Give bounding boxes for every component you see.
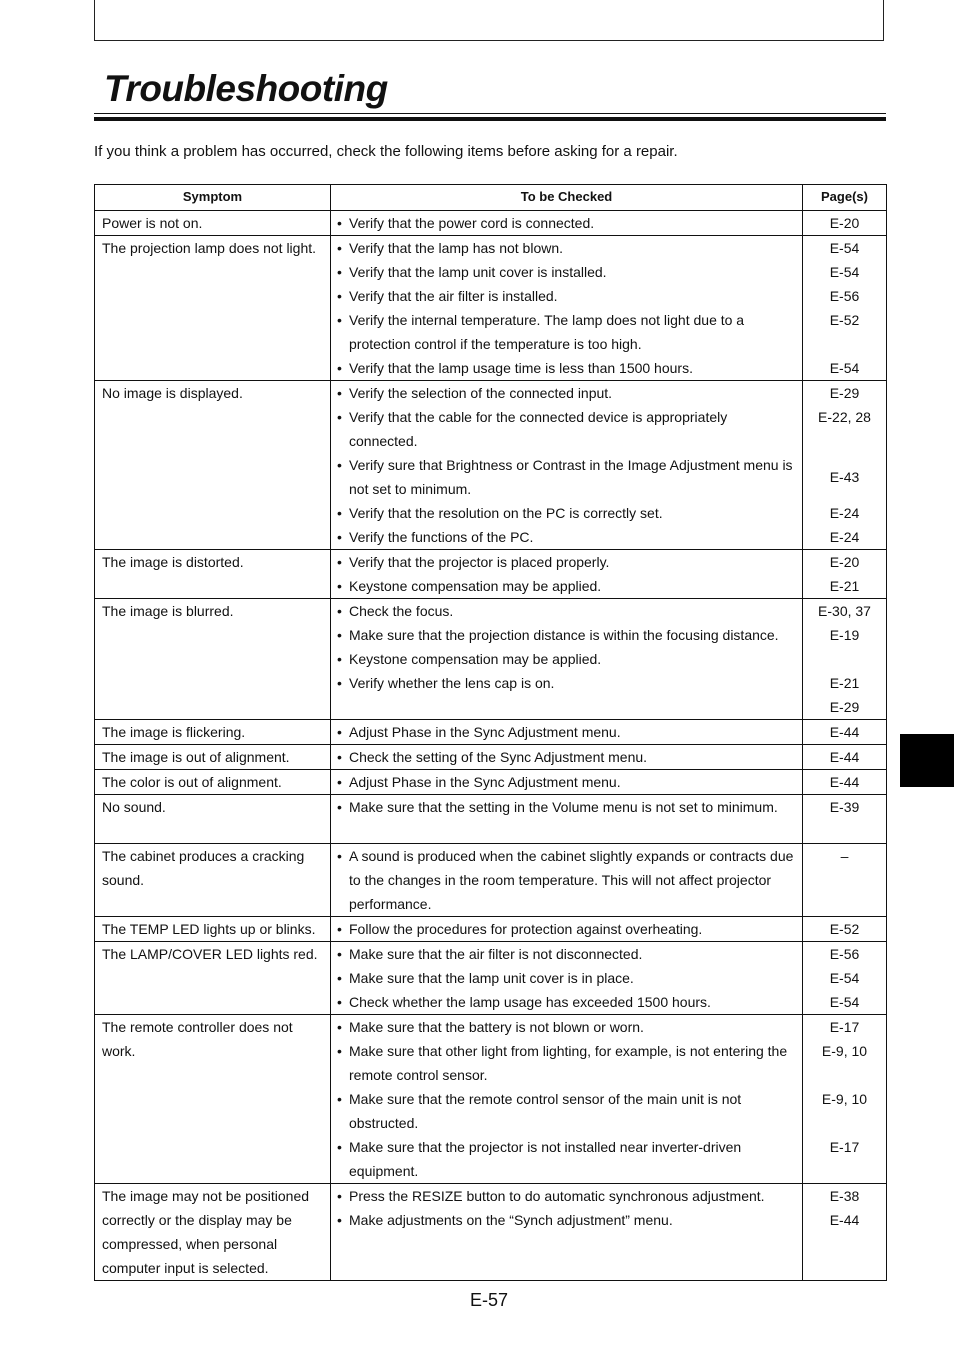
check-item <box>337 308 798 356</box>
check-item <box>337 211 798 235</box>
pages-cell <box>803 550 887 599</box>
table-row <box>95 770 887 795</box>
check-text: Make sure that the projector is not installed near inverter-driven equipment. <box>349 1139 742 1179</box>
check-item <box>337 525 798 549</box>
pages-cell <box>803 1184 887 1281</box>
check-text: Follow the procedures for protection against overheating. <box>349 921 703 937</box>
page-ref: E-56 <box>829 288 860 304</box>
page-ref: E-30, 37 <box>818 603 871 619</box>
bullet-icon: • <box>337 385 342 401</box>
bullet-icon: • <box>337 360 342 376</box>
page-ref: E-29 <box>829 699 860 715</box>
check-item <box>337 671 798 695</box>
bullet-icon: • <box>337 505 342 521</box>
page-title: Troubleshooting <box>104 68 388 109</box>
check-text: Make sure that the battery is not blown or worn. <box>349 1019 644 1035</box>
pages-cell <box>803 917 887 942</box>
symptom-cell: The image is blurred. <box>95 599 331 720</box>
checks-cell <box>331 1184 803 1281</box>
page-ref: E-54 <box>829 264 860 280</box>
table-row <box>95 795 887 844</box>
bullet-icon: • <box>337 627 342 643</box>
table-row <box>95 844 887 917</box>
page-ref: E-19 <box>829 627 860 643</box>
table-row <box>95 942 887 1015</box>
page-ref: E-39 <box>829 799 860 815</box>
page-number: E-57 <box>470 1290 509 1310</box>
check-item <box>337 550 798 574</box>
checks-cell <box>331 211 803 236</box>
page-ref: E-44 <box>829 1212 860 1228</box>
table-row <box>95 1015 887 1184</box>
check-text: Check the setting of the Sync Adjustment menu. <box>349 749 648 765</box>
table-row <box>95 745 887 770</box>
bullet-icon: • <box>337 749 342 765</box>
header-symptom: Symptom <box>95 185 331 211</box>
page-ref: E-44 <box>829 749 860 765</box>
check-item <box>337 284 798 308</box>
check-text: Make sure that the projection distance is within the focusing distance. <box>349 627 779 643</box>
bullet-icon: • <box>337 774 342 790</box>
check-text: Make sure that the lamp unit cover is in place. <box>349 970 634 986</box>
troubleshooting-table <box>94 184 887 1281</box>
checks-cell <box>331 550 803 599</box>
page-ref: E-24 <box>829 529 860 545</box>
check-item <box>337 1208 798 1232</box>
bullet-icon: • <box>337 240 342 256</box>
page-ref: E-52 <box>829 312 860 328</box>
page-ref: E-54 <box>829 240 860 256</box>
check-item <box>337 942 798 966</box>
check-text: Make sure that the air filter is not disconnected. <box>349 946 643 962</box>
bullet-icon: • <box>337 554 342 570</box>
page-ref: E-9, 10 <box>821 1043 868 1059</box>
intro-text: If you think a problem has occurred, check the following items before asking for a repair. <box>94 143 678 160</box>
check-item <box>337 236 798 260</box>
page-ref: E-24 <box>829 505 860 521</box>
checks-cell <box>331 1015 803 1184</box>
check-item <box>337 1087 798 1135</box>
pages-cell <box>803 844 887 917</box>
pages-cell <box>803 1015 887 1184</box>
check-item <box>337 844 798 916</box>
symptom-cell: The remote controller does not work. <box>95 1015 331 1184</box>
check-text: Verify the functions of the PC. <box>349 529 534 545</box>
check-item <box>337 745 798 769</box>
bullet-icon: • <box>337 409 342 425</box>
page-ref: E-21 <box>829 578 860 594</box>
pages-cell <box>803 236 887 381</box>
header-pages: Page(s) <box>803 185 887 211</box>
page-ref: E-43 <box>829 469 860 485</box>
symptom-cell: The image is flickering. <box>95 720 331 745</box>
check-text: Verify that the power cord is connected. <box>349 215 595 231</box>
symptom-cell: Power is not on. <box>95 211 331 236</box>
check-item <box>337 720 798 744</box>
bullet-icon: • <box>337 994 342 1010</box>
page-ref: E-20 <box>829 554 860 570</box>
bullet-icon: • <box>337 578 342 594</box>
check-item <box>337 1039 798 1087</box>
header-frame <box>94 0 884 41</box>
symptom-cell: The TEMP LED lights up or blinks. <box>95 917 331 942</box>
page-ref: E-21 <box>829 675 860 691</box>
check-item <box>337 1135 798 1183</box>
bullet-icon: • <box>337 970 342 986</box>
check-text: A sound is produced when the cabinet slightly expands or contracts due to the changes in the room temperature. This will not affect projector performance. <box>349 848 794 912</box>
title-rule-thin <box>94 113 886 114</box>
check-item <box>337 574 798 598</box>
check-item <box>337 990 798 1014</box>
check-item <box>337 1015 798 1039</box>
bullet-icon: • <box>337 529 342 545</box>
check-item <box>337 599 798 623</box>
bullet-icon: • <box>337 215 342 231</box>
check-text: Verify the internal temperature. The lamp does not light due to a protection control if the temperature is too high. <box>349 312 745 352</box>
table-row <box>95 917 887 942</box>
bullet-icon: • <box>337 675 342 691</box>
pages-cell <box>803 720 887 745</box>
table-row <box>95 381 887 550</box>
page-ref: E-44 <box>829 724 860 740</box>
check-item <box>337 501 798 525</box>
page-ref: E-22, 28 <box>818 409 871 425</box>
page-ref: E-52 <box>829 921 860 937</box>
table-row <box>95 236 887 381</box>
bullet-icon: • <box>337 1139 342 1155</box>
checks-cell <box>331 236 803 381</box>
check-text: Verify that the lamp unit cover is installed. <box>349 264 607 280</box>
check-text: Verify that the air filter is installed. <box>349 288 558 304</box>
bullet-icon: • <box>337 921 342 937</box>
pages-cell <box>803 770 887 795</box>
check-text: Verify whether the lens cap is on. <box>349 675 555 691</box>
bullet-icon: • <box>337 1019 342 1035</box>
page-ref: E-44 <box>829 774 860 790</box>
check-item <box>337 453 798 501</box>
page-ref: E-54 <box>829 970 860 986</box>
section-tab-marker <box>900 734 954 787</box>
check-text: Press the RESIZE button to do automatic synchronous adjustment. <box>349 1188 765 1204</box>
check-item <box>337 405 798 453</box>
checks-cell <box>331 942 803 1015</box>
checks-cell <box>331 795 803 844</box>
pages-cell <box>803 381 887 550</box>
check-text: Verify that the projector is placed properly. <box>349 554 610 570</box>
table-row <box>95 211 887 236</box>
symptom-cell: The image is out of alignment. <box>95 745 331 770</box>
bullet-icon: • <box>337 1188 342 1204</box>
check-item <box>337 770 798 794</box>
bullet-icon: • <box>337 1212 342 1228</box>
check-text: Verify the selection of the connected input. <box>349 385 613 401</box>
check-text: Verify that the lamp usage time is less than 1500 hours. <box>349 360 693 376</box>
header-to-be-checked: To be Checked <box>331 185 803 211</box>
symptom-cell: No sound. <box>95 795 331 844</box>
page-ref: E-54 <box>829 994 860 1010</box>
check-text: Make adjustments on the “Synch adjustment” menu. <box>349 1212 673 1228</box>
table-header-row <box>95 185 887 211</box>
checks-cell <box>331 917 803 942</box>
bullet-icon: • <box>337 1091 342 1107</box>
check-item <box>337 260 798 284</box>
page-ref: – <box>840 848 849 864</box>
symptom-cell: No image is displayed. <box>95 381 331 550</box>
page-ref: E-17 <box>829 1139 860 1155</box>
checks-cell <box>331 770 803 795</box>
pages-cell <box>803 795 887 844</box>
check-item <box>337 381 798 405</box>
pages-cell <box>803 942 887 1015</box>
title-rule-thick <box>94 117 886 121</box>
checks-cell <box>331 844 803 917</box>
bullet-icon: • <box>337 603 342 619</box>
check-text: Adjust Phase in the Sync Adjustment menu. <box>349 774 621 790</box>
check-text: Verify sure that Brightness or Contrast in the Image Adjustment menu is not set to minimum. <box>349 457 793 497</box>
checks-cell <box>331 720 803 745</box>
bullet-icon: • <box>337 724 342 740</box>
check-item <box>337 647 798 671</box>
symptom-cell: The cabinet produces a cracking sound. <box>95 844 331 917</box>
check-item <box>337 966 798 990</box>
page-ref: E-54 <box>829 360 860 376</box>
table-row <box>95 599 887 720</box>
symptom-cell: The image is distorted. <box>95 550 331 599</box>
pages-cell <box>803 599 887 720</box>
check-text: Check whether the lamp usage has exceeded 1500 hours. <box>349 994 711 1010</box>
symptom-cell: The image may not be positioned correctly or the display may be compressed, when personal computer input is selected. <box>95 1184 331 1281</box>
page-ref: E-38 <box>829 1188 860 1204</box>
bullet-icon: • <box>337 264 342 280</box>
check-text: Verify that the cable for the connected device is appropriately connected. <box>349 409 728 449</box>
pages-cell <box>803 211 887 236</box>
page-ref: E-20 <box>829 215 860 231</box>
table-row <box>95 1184 887 1281</box>
page-ref: E-56 <box>829 946 860 962</box>
bullet-icon: • <box>337 457 342 473</box>
check-item <box>337 795 798 819</box>
symptom-cell: The color is out of alignment. <box>95 770 331 795</box>
check-text: Verify that the lamp has not blown. <box>349 240 564 256</box>
table-row <box>95 550 887 599</box>
check-item <box>337 623 798 647</box>
bullet-icon: • <box>337 799 342 815</box>
symptom-cell: The LAMP/COVER LED lights red. <box>95 942 331 1015</box>
pages-cell <box>803 745 887 770</box>
check-item <box>337 917 798 941</box>
checks-cell <box>331 599 803 720</box>
check-text: Make sure that the remote control sensor of the main unit is not obstructed. <box>349 1091 742 1131</box>
check-text: Make sure that the setting in the Volume menu is not set to minimum. <box>349 799 778 815</box>
check-text: Check the focus. <box>349 603 454 619</box>
checks-cell <box>331 745 803 770</box>
bullet-icon: • <box>337 848 342 864</box>
table-row <box>95 720 887 745</box>
check-text: Adjust Phase in the Sync Adjustment menu. <box>349 724 621 740</box>
page-ref: E-29 <box>829 385 860 401</box>
bullet-icon: • <box>337 288 342 304</box>
bullet-icon: • <box>337 946 342 962</box>
table-body <box>95 211 887 1281</box>
page-ref: E-9, 10 <box>821 1091 868 1107</box>
bullet-icon: • <box>337 1043 342 1059</box>
check-text: Keystone compensation may be applied. <box>349 578 602 594</box>
check-item <box>337 356 798 380</box>
check-text: Verify that the resolution on the PC is correctly set. <box>349 505 663 521</box>
checks-cell <box>331 381 803 550</box>
page-ref: E-17 <box>829 1019 860 1035</box>
check-text: Make sure that other light from lighting, for example, is not entering the remote control sensor. <box>349 1043 788 1083</box>
symptom-cell: The projection lamp does not light. <box>95 236 331 381</box>
bullet-icon: • <box>337 651 342 667</box>
check-item <box>337 1184 798 1208</box>
bullet-icon: • <box>337 312 342 328</box>
check-text: Keystone compensation may be applied. <box>349 651 602 667</box>
